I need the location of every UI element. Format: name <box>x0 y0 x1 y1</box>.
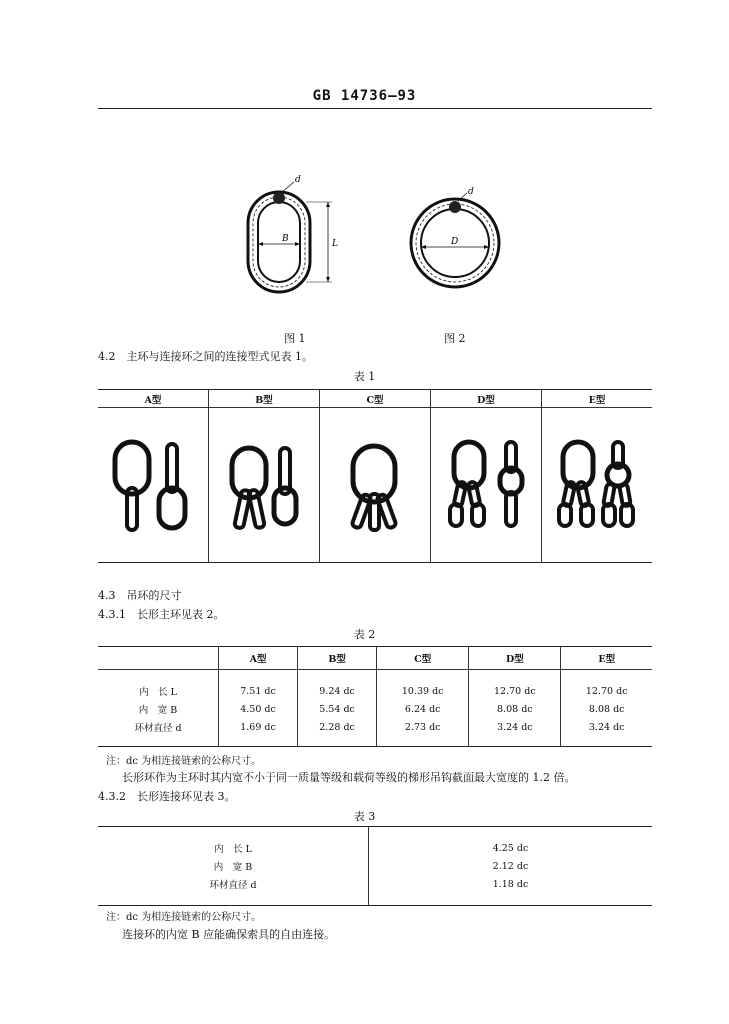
table2-cell: 6.24 dc <box>377 700 469 718</box>
fig1-label-l: L <box>332 239 338 249</box>
table2-header-e: E型 <box>561 647 652 670</box>
table3-cell: 1.18 dc <box>492 878 529 890</box>
table2-header-c: C型 <box>377 647 469 670</box>
table2-row2-label: 内 宽 B <box>138 705 178 716</box>
table3-row3-label: 环材直径 d <box>98 875 369 906</box>
table2-cell: 8.08 dc <box>469 700 561 718</box>
table-2-note: 注：dc 为相连接链索的公称尺寸。 <box>106 756 262 767</box>
header-rule <box>98 108 652 109</box>
table-1-caption: 表 1 <box>353 370 376 383</box>
table2-cell: 1.69 dc <box>219 718 298 747</box>
table-3-caption: 表 3 <box>353 810 376 823</box>
table2-header-a: A型 <box>219 647 298 670</box>
table3-cell: 4.25 dc <box>492 842 529 854</box>
table2-row3-label: 环材直径 d <box>134 723 182 734</box>
table1-header-b: B型 <box>208 390 319 408</box>
section-4-3-heading: 4.3 吊环的尺寸 <box>98 589 182 602</box>
table-2-caption: 表 2 <box>353 628 376 641</box>
table1-header-e: E型 <box>542 390 652 408</box>
table-2-extra-text: 长形环作为主环时其内宽不小于同一质量等级和载荷等级的梯形吊钩截面最大宽度的 1.2 倍。 <box>122 771 576 784</box>
table1-type-b-illustration <box>208 408 319 563</box>
table-row <box>98 875 652 906</box>
table1-type-a-illustration <box>98 408 208 563</box>
table-row <box>98 857 652 875</box>
figure-1-oblong-ring <box>240 170 350 300</box>
table2-cell: 3.24 dc <box>469 718 561 747</box>
table-1 <box>98 389 652 563</box>
table2-cell: 3.24 dc <box>561 718 652 747</box>
figure-2-round-ring <box>405 185 505 295</box>
table1-type-c-illustration <box>319 408 430 563</box>
table-row <box>98 700 652 718</box>
page-header: GB 14736—93 <box>312 88 417 104</box>
table-2 <box>98 646 652 747</box>
table2-cell: 7.51 dc <box>219 670 298 701</box>
table2-cell: 12.70 dc <box>469 670 561 701</box>
table2-header-b: B型 <box>298 647 377 670</box>
table2-row1-label: 内 长 L <box>139 687 177 698</box>
table2-cell: 9.24 dc <box>298 670 377 701</box>
table1-type-d-illustration <box>431 408 542 563</box>
table1-header-a: A型 <box>98 390 208 408</box>
table-row <box>98 827 652 858</box>
fig1-label-d: d <box>295 175 301 185</box>
table1-type-e-illustration <box>542 408 652 563</box>
table3-row2-label: 内 宽 B <box>98 857 369 875</box>
fig2-label-d: d <box>468 187 474 197</box>
fig2-label-D: D <box>451 237 459 247</box>
fig1-label-b: B <box>282 234 289 244</box>
table2-header-d: D型 <box>469 647 561 670</box>
table2-cell: 4.50 dc <box>219 700 298 718</box>
figure-2-caption: 图 2 <box>444 332 466 345</box>
section-4-3-1: 4.3.1 长形主环见表 2。 <box>98 608 225 621</box>
table1-header-d: D型 <box>431 390 542 408</box>
table2-cell: 5.54 dc <box>298 700 377 718</box>
section-4-3-2: 4.3.2 长形连接环见表 3。 <box>98 790 236 803</box>
table2-cell: 12.70 dc <box>561 670 652 701</box>
table2-cell: 2.73 dc <box>377 718 469 747</box>
table-row <box>98 718 652 747</box>
table-3-extra-text: 连接环的内宽 B 应能确保索具的自由连接。 <box>122 928 336 941</box>
table3-row1-label: 内 长 L <box>98 827 369 858</box>
table3-cell: 2.12 dc <box>492 860 529 872</box>
table2-cell: 10.39 dc <box>377 670 469 701</box>
figure-1-caption: 图 1 <box>284 332 306 345</box>
table2-cell: 8.08 dc <box>561 700 652 718</box>
table-row <box>98 670 652 701</box>
table2-cell: 2.28 dc <box>298 718 377 747</box>
table-3-note: 注：dc 为相连接链索的公称尺寸。 <box>106 912 262 923</box>
table-3 <box>98 826 652 906</box>
table2-header-blank <box>98 647 219 670</box>
section-4-2: 4.2 主环与连接环之间的连接型式见表 1。 <box>98 350 313 363</box>
table1-header-c: C型 <box>319 390 430 408</box>
